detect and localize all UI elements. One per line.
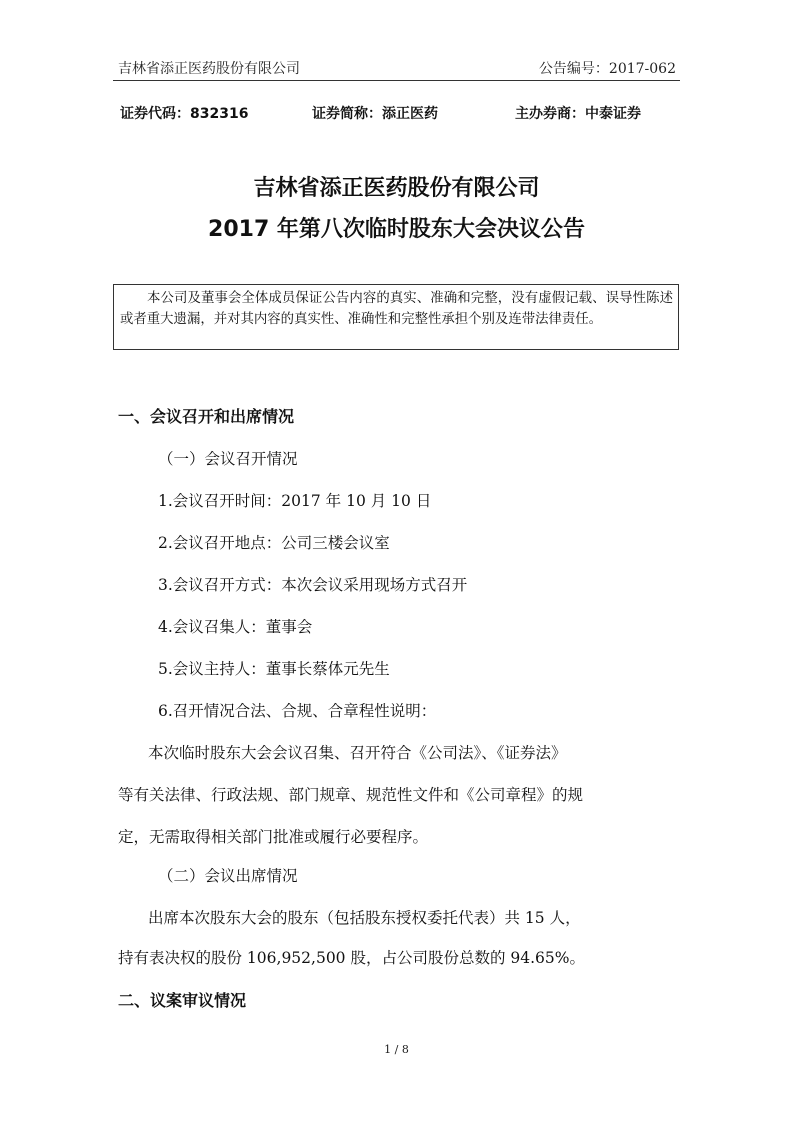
board-guarantee-text: 本公司及董事会全体成员保证公告内容的真实、准确和完整，没有虚假记载、误导性陈述或者重大遗漏，并对其内容的真实性、准确性和完整性承担个别及连带法律责任。 <box>120 291 673 327</box>
attendance-paragraph-line: 持有表决权的股份 106,952,500 股，占公司股份总数的 94.65%。 <box>118 949 585 967</box>
legal-paragraph-line: 定，无需取得相关部门批准或履行必要程序。 <box>118 828 429 846</box>
item-meeting-place: 2.会议召开地点：公司三楼会议室 <box>158 534 390 552</box>
header-notice-number: 公告编号：2017-062 <box>538 61 676 77</box>
stock-abbreviation: 证券简称：添正医药 <box>312 106 438 122</box>
item-meeting-method: 3.会议召开方式：本次会议采用现场方式召开 <box>158 576 468 594</box>
legal-paragraph-line: 等有关法律、行政法规、部门规章、规范性文件和《公司章程》的规 <box>118 786 584 804</box>
legal-paragraph-line: 本次临时股东大会会议召集、召开符合《公司法》、《证券法》 <box>148 744 567 762</box>
item-meeting-time: 1.会议召开时间：2017 年 10 月 10 日 <box>158 492 432 510</box>
document-title: 2017 年第八次临时股东大会决议公告 <box>208 217 585 242</box>
sponsor-broker: 主办券商：中泰证券 <box>515 106 641 122</box>
attendance-paragraph-line: 出席本次股东大会的股东（包括股东授权委托代表）共 15 人， <box>148 909 581 927</box>
subheading-attendance: （二）会议出席情况 <box>158 867 298 885</box>
stock-code: 证券代码：832316 <box>120 106 249 122</box>
board-guarantee-notice <box>113 284 679 350</box>
subheading-convening: （一）会议召开情况 <box>158 450 298 468</box>
header-divider <box>113 80 680 81</box>
header-company: 吉林省添正医药股份有限公司 <box>118 61 300 77</box>
section-heading-meeting: 一、会议召开和出席情况 <box>118 407 295 426</box>
page-number: 1 / 8 <box>384 1043 409 1056</box>
item-legality: 6.召开情况合法、合规、合章程性说明： <box>158 702 437 720</box>
item-host: 5.会议主持人：董事长蔡体元先生 <box>158 660 390 678</box>
section-heading-proposals: 二、议案审议情况 <box>118 991 247 1010</box>
document-title-company: 吉林省添正医药股份有限公司 <box>253 176 540 201</box>
item-convener: 4.会议召集人：董事会 <box>158 618 313 636</box>
